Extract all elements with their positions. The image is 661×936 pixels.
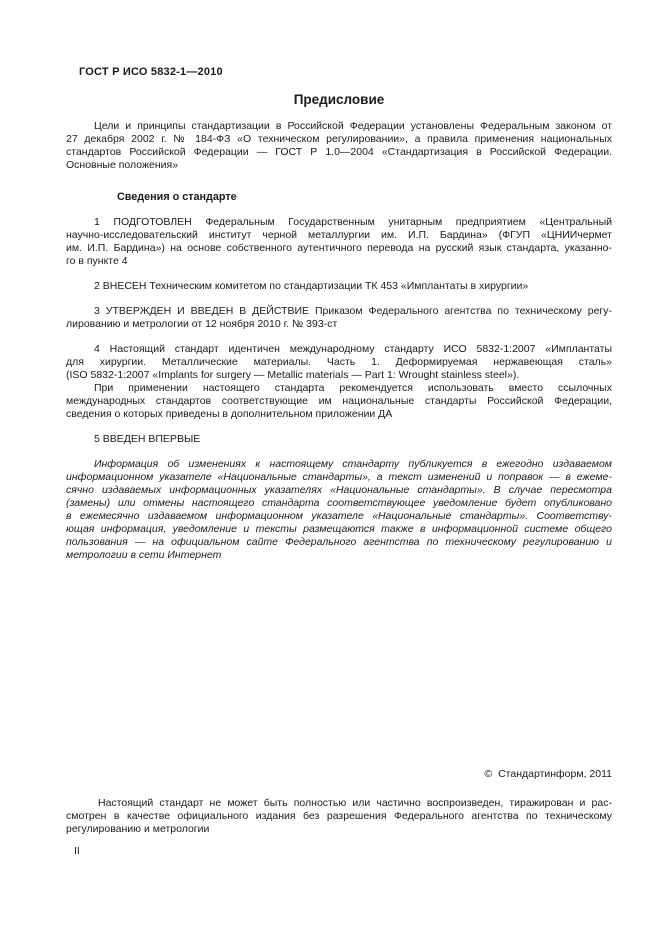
paragraph — [66, 280, 612, 293]
text-line: лированию и метрологии от 12 ноября 2010 г. № 393-ст — [66, 318, 338, 330]
text-line: международных стандартов соответствующие им национальные стандарты Российской Федерации, — [66, 395, 612, 407]
text-line: го в пункте 4 — [66, 255, 128, 267]
text-line: стандартов Российской Федерации — ГОСТ Р 1.0—2004 «Стандартизация в Российской Федерации. — [66, 146, 612, 158]
paragraph — [66, 458, 612, 562]
text-line: сведения о которых приведены в дополнительном приложении ДА — [66, 408, 393, 420]
text-line: научно-исследовательский институт черной металлургии им. И.П. Бардина» (ФГУП «ЦНИИчермет — [66, 229, 612, 241]
document-body — [66, 120, 612, 562]
text-line: пользования — на официальном сайте Федерального агентства по техническому регулированию и — [66, 536, 612, 548]
doc-number-header: ГОСТ Р ИСО 5832-1—2010 — [79, 66, 223, 78]
footer-note — [66, 797, 612, 836]
paragraph — [66, 433, 612, 446]
paragraph — [66, 343, 612, 382]
text-line: (замены) или отмены настоящего стандарта соответствующее уведомление будет опубликовано — [66, 497, 612, 509]
text-line: для хирургии. Металлические материалы. Часть 1. Деформируемая нержавеющая сталь» — [66, 356, 612, 368]
footer-text-line: регулированию и метрологии — [66, 823, 210, 835]
text-line: Цели и принципы стандартизации в Российской Федерации установлены Федеральным законом от — [94, 120, 612, 132]
paragraph — [66, 120, 612, 172]
paragraph — [66, 305, 612, 331]
paragraph — [66, 382, 612, 421]
paragraph — [66, 216, 612, 268]
text-line: 5 ВВЕДЕН ВПЕРВЫЕ — [94, 433, 201, 445]
text-line: им. И.П. Бардина») на основе собственного аутентичного перевода на русский язык стандарта, указанно- — [66, 242, 612, 254]
text-line: (ISO 5832-1:2007 «Implants for surgery — Metallic materials — Part 1: Wrought stainless steel»). — [66, 369, 520, 381]
text-line: 1 ПОДГОТОВЛЕН Федеральным Государственным унитарным предприятием «Центральный — [94, 216, 612, 228]
footer-text-line: Настоящий стандарт не может быть полностью или частично воспроизведен, тиражирован и рас- — [98, 797, 612, 809]
text-line: 2 ВНЕСЕН Техническим комитетом по стандартизации ТК 453 «Имплантаты в хирургии» — [94, 280, 529, 292]
copyright-line: © Стандартинформ, 2011 — [484, 768, 612, 780]
text-line: информационном указателе «Национальные стандарты», а текст изменений и поправок — в ежеме- — [66, 471, 612, 483]
page-number: II — [74, 845, 80, 857]
text-line: ющая информация, уведомление и тексты размещаются также в информационной системе общего — [66, 523, 612, 535]
section-subheading: Сведения о стандарте — [117, 191, 237, 203]
text-line: 27 декабря 2002 г. № 184-ФЗ «О техническом регулировании», а правила применения национальных — [66, 133, 612, 145]
text-line: При применении настоящего стандарта рекомендуется использовать вместо ссылочных — [94, 382, 612, 394]
text-line: в ежемесячно издаваемом информационном указателе «Национальные стандарты». Соответству- — [66, 510, 612, 522]
text-line: 3 УТВЕРЖДЕН И ВВЕДЕН В ДЕЙСТВИЕ Приказом Федерального агентства по техническому регу- — [94, 305, 612, 317]
text-line: метрологии в сети Интернет — [66, 549, 222, 561]
text-line: сячно издаваемых информационных указателях «Национальные стандарты». В случае пересмотра — [66, 484, 612, 496]
text-line: 4 Настоящий стандарт идентичен международному стандарту ИСО 5832-1:2007 «Имплантаты — [94, 343, 612, 355]
page-title: Предисловие — [293, 92, 385, 107]
text-line: Информация об изменениях к настоящему стандарту публикуется в ежегодно издаваемом — [94, 458, 612, 470]
footer-text-line: смотрен в качестве официального издания без разрешения Федерального агентства по техническому — [66, 810, 612, 822]
text-line: Основные положения» — [66, 159, 179, 171]
